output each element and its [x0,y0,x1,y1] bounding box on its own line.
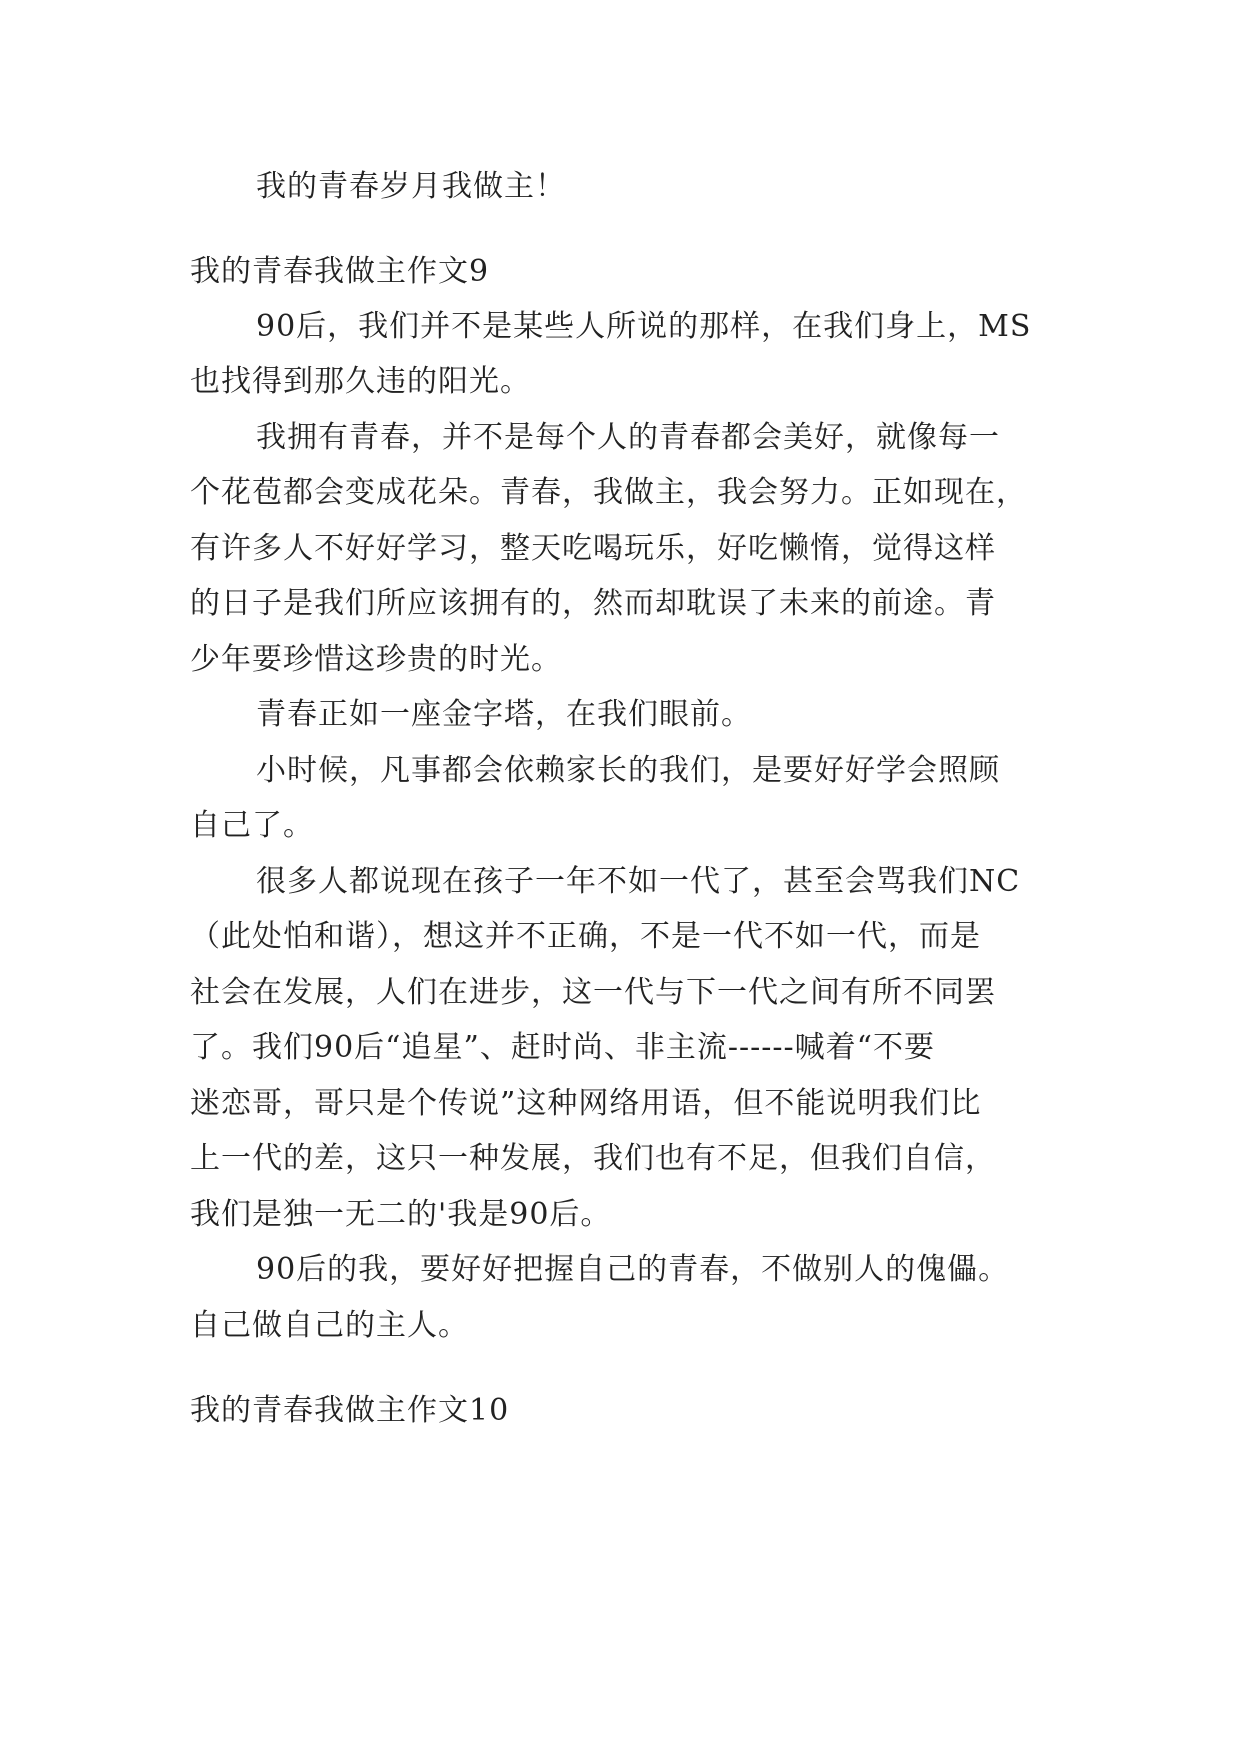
essay-9-line: 个花苞都会变成花朵。青春，我做主，我会努力。正如现在， [190,475,1027,510]
essay-9-line: 青春正如一座金字塔，在我们眼前。 [256,697,752,732]
essay-9-line: 社会在发展，人们在进步，这一代与下一代之间有所不同罢 [190,975,996,1010]
essay-9-line: 少年要珍惜这珍贵的时光。 [190,642,562,677]
closing-line: 我的青春岁月我做主！ [256,169,566,204]
essay-9-line: （此处怕和谐），想这并不正确，不是一代不如一代，而是 [190,919,981,954]
essay-9-line: 自己了。 [190,808,314,843]
essay-9-line: 我们是独一无二的'我是90后。 [190,1197,612,1232]
essay-9-line: 了。我们90后“追星”、赶时尚、非主流------喊着“不要 [190,1030,936,1065]
essay-9-line: 也找得到那久违的阳光。 [190,364,531,399]
essay-9-line: 90后，我们并不是某些人所说的那样，在我们身上，MS [256,309,1032,344]
essay-9-line: 我拥有青春，并不是每个人的青春都会美好，就像每一 [256,420,1000,455]
essay-9-line: 90后的我，要好好把握自己的青春，不做别人的傀儡。 [256,1252,1010,1287]
essay-9-line: 迷恋哥，哥只是个传说”这种网络用语，但不能说明我们比 [190,1086,982,1121]
essay-9-line: 小时候，凡事都会依赖家长的我们，是要好好学会照顾 [256,753,1000,788]
essay-10-heading: 我的青春我做主作文10 [190,1393,510,1428]
essay-9-line: 的日子是我们所应该拥有的，然而却耽误了未来的前途。青 [190,586,996,621]
essay-9-line: 上一代的差，这只一种发展，我们也有不足，但我们自信， [190,1141,996,1176]
essay-9-heading: 我的青春我做主作文9 [190,254,490,289]
essay-9-line: 自己做自己的主人。 [190,1308,469,1343]
essay-9-line: 有许多人不好好学习，整天吃喝玩乐，好吃懒惰，觉得这样 [190,531,996,566]
essay-9-line: 很多人都说现在孩子一年不如一代了，甚至会骂我们NC [256,864,1021,899]
